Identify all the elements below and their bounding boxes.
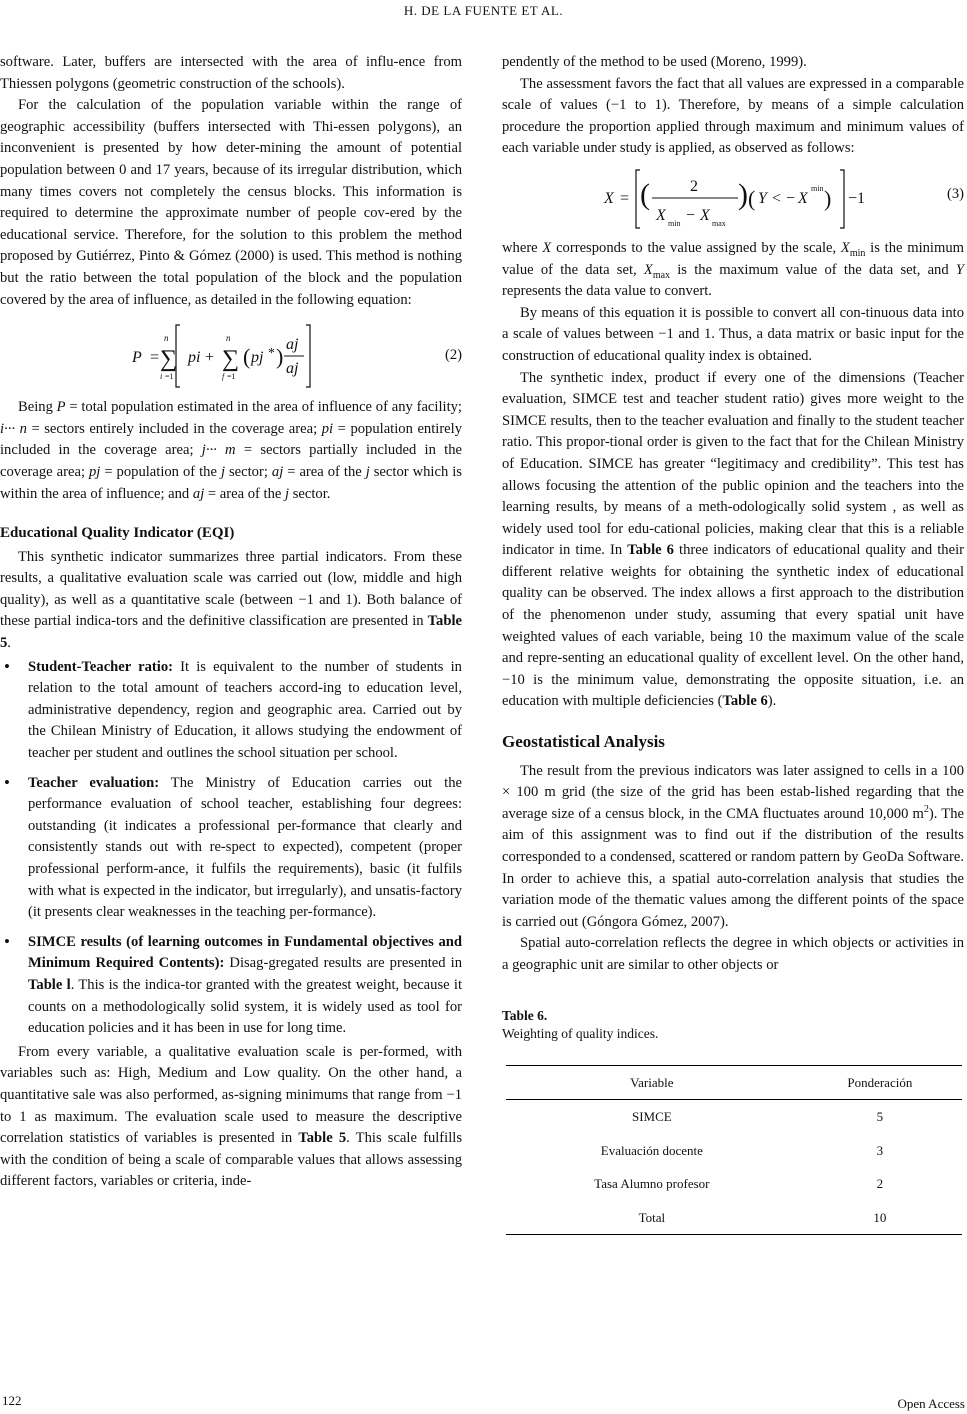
svg-text:n: n [164, 333, 169, 344]
equation-2-formula [0, 311, 462, 397]
left-column [0, 52, 462, 1193]
svg-text:X: X [604, 189, 614, 207]
paragraph: The assessment favors the fact that all values are expressed in a comparable scale of values (−1 to 1). Therefore, by means of a simple calculation procedure the proportion applied through maximum and minimum values of each variable under study is applied, as observed as follows: [502, 75, 964, 157]
svg-text:pi: pi [188, 349, 201, 367]
paragraph: From every variable, a qualitative evaluation scale is per-formed, with variables such as: High, Medium and Low quality. On the other hand, a quantitative sale was also performed, as-signing minimums that range from −1 to 1 as maximum. The evaluation scale used to measure the descriptive correlation statistics of variables is presented in Table 5. This scale fulfills with the condition of being a scale of comparable values that allows assessing different factors, variables or criteria, inde- [0, 1043, 462, 1190]
svg-text:): ) [276, 344, 284, 370]
section-heading-eqi: Educational Quality Indicator (EQI) [0, 525, 235, 542]
svg-text:n: n [226, 333, 231, 344]
svg-text:i: i [160, 372, 163, 382]
page-number: 122 [2, 1393, 22, 1408]
paragraph: This synthetic indicator summarizes three partial indicators. From these results, a qualitative evaluation scale was carried out (low, middle and high quality), as well as a quantitative scale (between −1 and 1). Both balance of these partial indica-tors and the definitive classification are presented in Table 5. [0, 548, 462, 652]
svg-text:): ) [824, 185, 832, 211]
table-cell: Total [638, 1209, 666, 1225]
svg-text:aj: aj [286, 336, 299, 354]
table-row [506, 1134, 962, 1168]
svg-text:+: + [205, 349, 215, 367]
equation-2 [0, 311, 462, 397]
svg-text:2: 2 [690, 177, 698, 195]
table-caption: Table 6. [502, 1007, 548, 1023]
svg-text:X: X [656, 206, 666, 224]
table-cell: 5 [876, 1109, 884, 1125]
table-cell: 10 [873, 1209, 887, 1225]
indicator-list [0, 657, 462, 1040]
open-access-label: Open Access [897, 1396, 965, 1411]
svg-text:X: X [798, 189, 808, 207]
svg-text:−1: −1 [848, 189, 866, 207]
svg-text:Y: Y [758, 189, 767, 207]
paragraph: By means of this equation it is possible to convert all con-tinuous data into a scale of values between −1 and 1. Thus, a data matrix or basic input for the construction of educational quality index is obtained. [502, 304, 964, 364]
equation-3-formula [502, 160, 964, 238]
equation-number: (3) [946, 185, 964, 202]
svg-text:∑: ∑ [160, 346, 178, 373]
svg-text:(: ( [243, 344, 251, 370]
table-header-row [506, 1065, 962, 1100]
paragraph: software. Later, buffers are intersected with the area of influ-ence from Thiessen polygons (geometric construction of the schools). [0, 54, 462, 92]
svg-text:aj: aj [286, 360, 299, 378]
table-row [506, 1100, 962, 1134]
svg-text:f: f [222, 372, 225, 382]
svg-text:(: ( [640, 177, 650, 211]
svg-text:=: = [620, 189, 630, 207]
svg-text:<: < [772, 189, 782, 207]
svg-text:*: * [268, 346, 275, 362]
svg-text:min: min [811, 183, 824, 193]
table-subcaption: Weighting of quality indices. [502, 1025, 659, 1041]
list-item: • Student-Teacher ratio: It is equivalent to the number of students in relation to the total amount of teachers accord-ing to education level, administrative dependency, region and geographic area. Carried out by the Chilean Ministry of Education, it allows studying the endowment of teacher per student and outlines the school situation per school. [28, 657, 462, 765]
variable-definitions: Being P = total population estimated in the area of influence of any facility; i··· n = sectors entirely included in the coverage area; pi = population entirely included in the coverage area; j··· m = sectors partially included in the coverage area; pj = population of the j sector; aj = area of the j sector which is within the area of influence; and aj = area of the j sector. [0, 399, 463, 502]
paragraph: The result from the previous indicators was later assigned to cells in a 100 × 100 m grid (the size of the grid has been estab-lished regarding that the average size of a census block, in the CMA fluctuates around 10,000 $m^2$). The aim of this assignment was to find out if the distribution of the results corresponded to a condensed, scattered or random pattern by GeoDa Software. In order to achieve this, a spatial auto-correlation analysis that studies the variation mode of the thematic values among the different points of the space is carried out (Góngora Gómez, 2007). [502, 762, 964, 930]
svg-text:−: − [786, 189, 796, 207]
section-heading-geostatistical: Geostatistical Analysis [502, 732, 665, 752]
svg-text:(: ( [748, 185, 756, 211]
weighting-table [506, 1065, 962, 1236]
svg-text:−: − [686, 206, 696, 224]
svg-text:=: = [150, 349, 160, 367]
paragraph: Spatial auto-correlation reflects the degree in which objects or activities in a geographic unit are similar to other objects or [502, 935, 964, 973]
table-cell: 2 [876, 1176, 884, 1192]
equation-number: (2) [444, 347, 462, 364]
svg-text:X: X [700, 206, 710, 224]
paragraph: where X corresponds to the value assigned by the scale, $X_{min}$ is the minimum value of the data set, $X_{max}$ is the maximum value of the data set, and Y represents the data value to convert. [502, 239, 964, 300]
svg-text:): ) [738, 177, 748, 211]
paragraph: The synthetic index, product if every one of the dimensions (Teacher evaluation, SIMCE test and teacher student ratio) gives more weight to the SIMCE results, then to the teacher evaluation and finally to the student teacher ratio. This propor-tional order is given to the fact that for the Chilean Ministry of Education. SIMCE has greater “legitimacy and credibility”. This test has allows focusing the attention of the public opinion and the teachers into the learning results, by means of a meth-odologically solid system , as well as widely used tool for edu-cational policies, making clear that this is a reliable indicator in time. In Table 6 three indicators of educational quality and their different relative weights for obtaining the synthetic index of educational quality can be observed. The index allows a first approach to the distribution of the phenomenon under study, assuming that every spatial unit have weighted values of each variable, being 10 the maximum value of the scale and repre-senting an educational quality of excellent level. On the other hand, −10 is the minimum value, demonstrating the opposite situation, i.e. an education with multiple deficiencies (Table 6). [502, 369, 964, 710]
list-item: • SIMCE results (of learning outcomes in Fundamental objectives and Minimum Required Contents): Disag-gregated results are presented in Table l. This is the indica-tor granted with the greatest weight, because it counts on a methodologically solid system, it is widely used as tool for education policies and it has been in use for long time. [28, 932, 462, 1040]
table-row [506, 1167, 962, 1201]
table-cell: SIMCE [631, 1109, 672, 1125]
svg-text:min: min [668, 218, 681, 228]
table-cell: Evaluación docente [600, 1142, 703, 1158]
svg-text:pj: pj [251, 349, 264, 367]
table-cell: Tasa Alumno profesor [594, 1176, 710, 1192]
paragraph: For the calculation of the population variable within the range of geographic accessibility (buffers intersected with Thi-essen polygons), an inconvenient is presented by how deter-mining the amount of potential population between 0 and 17 years, because of its irregular distribution, which many times covers not completely the census blocks. This information is required to determine the approximate number of people cov-ered by the educational service. Therefore, for the solution to this problem the method proposed by Gutiérrez, Pinto & Gómez (2000) is used. This method is nothing but the ratio between the total population of the block and the population covered by the area of influence, as detailed in the following equation: [0, 97, 462, 308]
equation-3 [502, 160, 964, 238]
svg-text:max: max [712, 218, 726, 228]
svg-text:=1: =1 [165, 372, 174, 382]
running-head: H. DE LA FUENTE ET AL. [403, 3, 564, 18]
svg-text:=1: =1 [227, 372, 236, 382]
paragraph: pendently of the method to be used (Moreno, 1999). [502, 54, 807, 70]
column-header-ponderacion: Ponderación [847, 1074, 913, 1090]
column-header-variable: Variable [630, 1074, 674, 1090]
list-item: • Teacher evaluation: The Ministry of Education carries out the performance evaluation of school teacher, establishing four degrees: outstanding (it indicates a professional per-formance that clearly and consistently stands out with re-spect to expected), competent (proper professional perform-ance, it fulfils the requirements), basic (it fulfils with what is expected in the indicator, but irregularly), and unsatis-factory (it presents clear weaknesses in the teaching per-formance). [28, 773, 462, 924]
table-row [506, 1201, 962, 1235]
table-cell: 3 [876, 1142, 884, 1158]
svg-text:P: P [132, 349, 142, 367]
right-column [502, 52, 964, 1235]
svg-text:∑: ∑ [222, 346, 240, 373]
